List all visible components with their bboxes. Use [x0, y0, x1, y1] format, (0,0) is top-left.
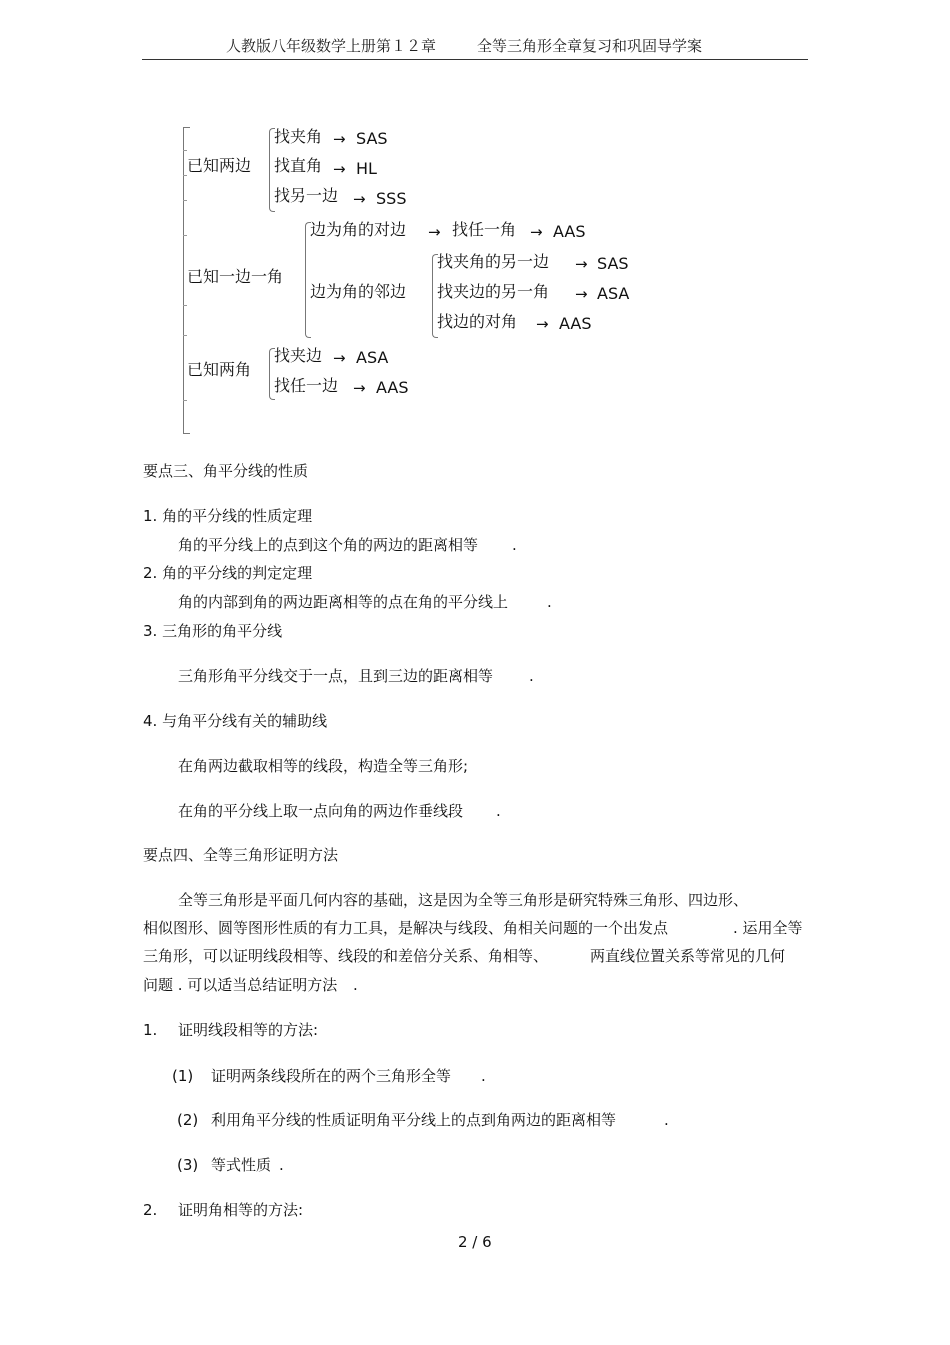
arrow-icon: → [530, 223, 543, 241]
s4-para-line4: 问题 . 可以适当总结证明方法 [143, 976, 338, 994]
tick [183, 150, 187, 151]
tick [183, 335, 187, 336]
s4-list1-item1-end: . [481, 1067, 486, 1085]
result-aas-3: AAS [376, 378, 409, 397]
group-label-two-angles: 已知两角 [187, 360, 252, 379]
s4-list2-title: 证明角相等的方法: [178, 1201, 304, 1219]
header-right: 全等三角形全章复习和巩固导学案 [477, 37, 703, 55]
item-any-angle: 找任一角 [452, 220, 517, 239]
s4-list1-item1-num: (1) [172, 1067, 194, 1085]
group-label-side-angle: 已知一边一角 [187, 267, 284, 286]
item-other-side: 找另一边 [274, 186, 339, 205]
arrow-icon: → [333, 130, 346, 148]
s3-item1-title: 1. 角的平分线的性质定理 [143, 507, 313, 525]
s3-item4-title: 4. 与角平分线有关的辅助线 [143, 712, 328, 730]
item-any-side: 找任一边 [274, 376, 339, 395]
result-aas-2: AAS [559, 314, 592, 333]
s4-list1-item3-num: (3) [177, 1156, 199, 1174]
s4-list1-item3-text: 等式性质 [211, 1156, 272, 1174]
s3-item1-body: 角的平分线上的点到这个角的两边的距离相等 [178, 536, 479, 554]
s3-item3-end: . [529, 667, 534, 685]
header-left: 人教版八年级数学上册第１２章 [226, 37, 437, 55]
item-opposite-side: 边为角的对边 [310, 220, 407, 239]
s3-item3-title: 3. 三角形的角平分线 [143, 622, 283, 640]
s4-para-line2-end: . 运用全等 [733, 919, 803, 937]
s4-list2-num: 2. [143, 1201, 158, 1219]
header-rule [142, 59, 808, 60]
page-number: 2 / 6 [458, 1233, 492, 1251]
section3-title: 要点三、角平分线的性质 [143, 462, 309, 480]
arrow-icon: → [353, 379, 366, 397]
item-other-angle-of-side: 找夹边的另一角 [437, 282, 550, 301]
item-right-angle: 找直角 [274, 156, 323, 175]
tick [183, 305, 187, 306]
s4-para-line3-end: 两直线位置关系等常见的几何 [590, 947, 786, 965]
group-label-two-sides: 已知两边 [187, 156, 252, 175]
result-hl: HL [356, 159, 377, 178]
s3-item2-title: 2. 角的平分线的判定定理 [143, 564, 313, 582]
arrow-icon: → [353, 190, 366, 208]
result-sas-2: SAS [597, 254, 629, 273]
s4-list1-item3-end: . [279, 1156, 284, 1174]
s4-list1-item1-text: 证明两条线段所在的两个三角形全等 [211, 1067, 452, 1085]
s4-list1-item2-num: (2) [177, 1111, 199, 1129]
s3-item4-body: 在角两边截取相等的线段，构造全等三角形; [178, 757, 469, 775]
result-sas: SAS [356, 129, 388, 148]
item-included-angle: 找夹角 [274, 127, 323, 146]
item-included-side: 找夹边 [274, 346, 323, 365]
s3-item2-body: 角的内部到角的两边距离相等的点在角的平分线上 [178, 593, 509, 611]
arrow-icon: → [428, 223, 441, 241]
s4-para-line1: 全等三角形是平面几何内容的基础，这是因为全等三角形是研究特殊三角形、四边形、 [178, 891, 749, 909]
item-other-side-of-angle: 找夹角的另一边 [437, 252, 550, 271]
tick [183, 200, 187, 201]
s3-item4-end: . [496, 802, 501, 820]
s4-para-line2: 相似图形、圆等图形性质的有力工具，是解决与线段、角相关问题的一个出发点 [143, 919, 669, 937]
arrow-icon: → [575, 255, 588, 273]
s4-list1-item2-text: 利用角平分线的性质证明角平分线上的点到角两边的距离相等 [211, 1111, 617, 1129]
s3-item4-body2: 在角的平分线上取一点向角的两边作垂线段 [178, 802, 464, 820]
item-opposite-angle: 找边的对角 [437, 312, 518, 331]
arrow-icon: → [536, 315, 549, 333]
s3-item2-end: . [547, 593, 552, 611]
result-asa: ASA [597, 284, 630, 303]
arrow-icon: → [333, 160, 346, 178]
s4-para-line3: 三角形，可以证明线段相等、线段的和差倍分关系、角相等、 [143, 947, 549, 965]
s3-item1-end: . [512, 536, 517, 554]
tick [183, 400, 187, 401]
result-aas: AAS [553, 222, 586, 241]
result-asa-2: ASA [356, 348, 389, 367]
s4-list1-item2-end: . [664, 1111, 669, 1129]
s3-item3-body: 三角形角平分线交于一点，且到三边的距离相等 [178, 667, 494, 685]
s4-list1-num: 1. [143, 1021, 158, 1039]
section4-title: 要点四、全等三角形证明方法 [143, 846, 339, 864]
s4-para-line4-end: . [353, 976, 358, 994]
arrow-icon: → [333, 349, 346, 367]
item-adjacent-side: 边为角的邻边 [310, 282, 407, 301]
arrow-icon: → [575, 285, 588, 303]
tick [183, 235, 187, 236]
s4-list1-title: 证明线段相等的方法: [178, 1021, 319, 1039]
result-sss: SSS [376, 189, 407, 208]
